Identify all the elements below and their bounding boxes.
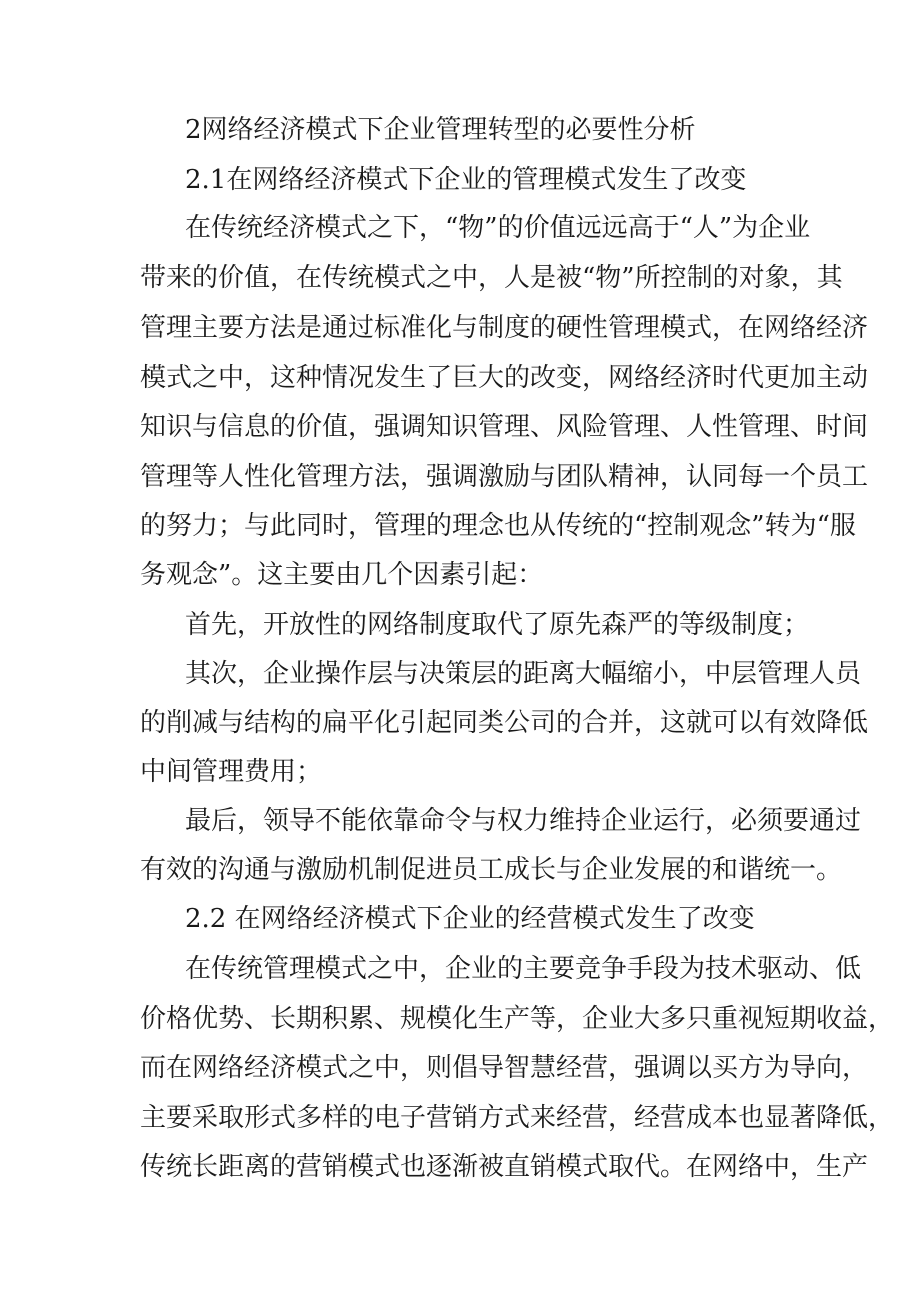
paragraph-line: 的努力；与此同时，管理的理念也从传统的“控制观念”转为“服 bbox=[140, 511, 856, 541]
paragraph-line: 有效的沟通与激励机制促进员工成长与企业发展的和谐统一。 bbox=[140, 855, 843, 885]
paragraph-line: 中间管理费用； bbox=[140, 757, 323, 787]
paragraph-line: 在传统管理模式之中，企业的主要竞争手段为技术驱动、低 bbox=[185, 954, 862, 984]
paragraph-line: 在传统经济模式之下，“物”的价值远远高于“人”为企业 bbox=[185, 213, 811, 243]
paragraph-line: 价格优势、长期积累、规模化生产等，企业大多只重视短期收益， bbox=[140, 1004, 895, 1034]
paragraph-line: 而在网络经济模式之中，则倡导智慧经营，强调以买方为导向， bbox=[140, 1053, 869, 1083]
paragraph-line: 首先，开放性的网络制度取代了原先森严的等级制度； bbox=[185, 610, 810, 640]
paragraph-line: 的削减与结构的扁平化引起同类公司的合并，这就可以有效降低 bbox=[140, 708, 869, 738]
subsection-heading-2-2: 2.2 在网络经济模式下企业的经营模式发生了改变 bbox=[185, 904, 755, 934]
section-heading-2: 2网络经济模式下企业管理转型的必要性分析 bbox=[185, 115, 696, 145]
paragraph-line: 知识与信息的价值，强调知识管理、风险管理、人性管理、时间 bbox=[140, 412, 869, 442]
paragraph-line: 传统长距离的营销模式也逐渐被直销模式取代。在网络中，生产 bbox=[140, 1152, 869, 1182]
paragraph-line: 带来的价值，在传统模式之中，人是被“物”所控制的对象，其 bbox=[140, 263, 843, 293]
paragraph-line: 务观念”。这主要由几个因素引起： bbox=[140, 560, 544, 590]
paragraph-line: 管理等人性化管理方法，强调激励与团队精神，认同每一个员工 bbox=[140, 462, 869, 492]
paragraph-line: 最后，领导不能依靠命令与权力维持企业运行，必须要通过 bbox=[185, 806, 862, 836]
subsection-heading-2-1: 2.1在网络经济模式下企业的管理模式发生了改变 bbox=[185, 165, 747, 195]
paragraph-line: 管理主要方法是通过标准化与制度的硬性管理模式，在网络经济 bbox=[140, 313, 869, 343]
paragraph-line: 其次，企业操作层与决策层的距离大幅缩小，中层管理人员 bbox=[185, 659, 862, 689]
paragraph-line: 模式之中，这种情况发生了巨大的改变，网络经济时代更加主动 bbox=[140, 363, 869, 393]
paragraph-line: 主要采取形式多样的电子营销方式来经营，经营成本也显著降低， bbox=[140, 1103, 895, 1133]
